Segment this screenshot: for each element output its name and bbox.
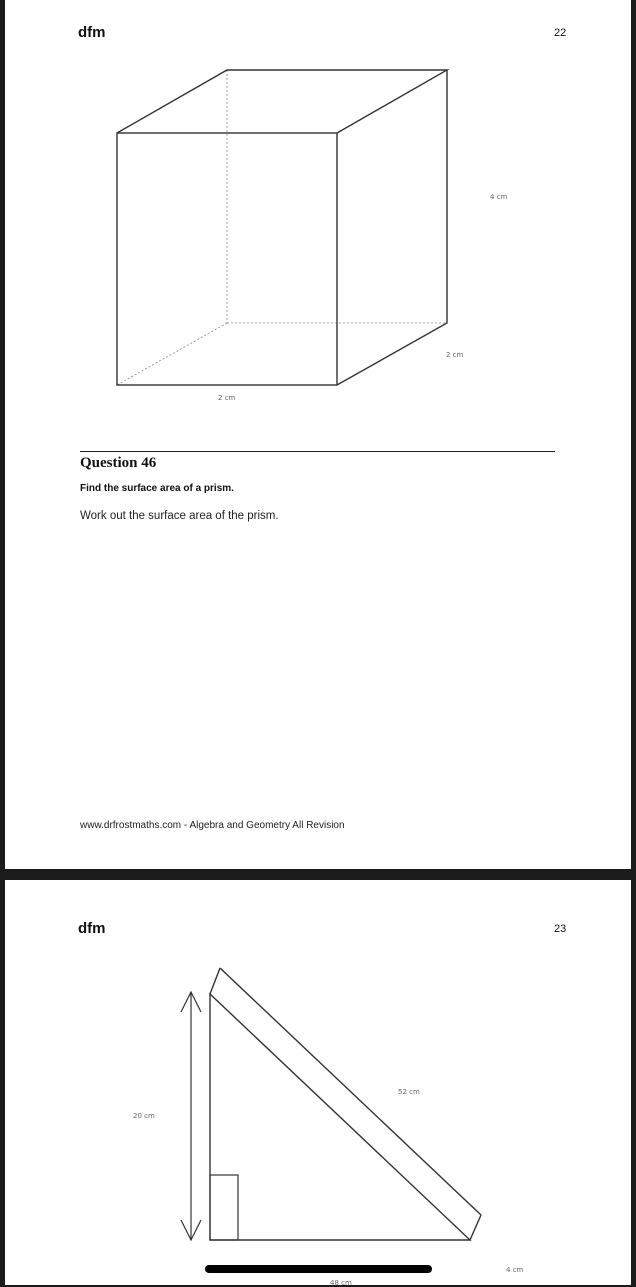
hypotenuse-label: 52 cm <box>398 1088 420 1096</box>
section-divider <box>80 451 555 452</box>
right-face <box>337 70 447 385</box>
question-body: Work out the surface area of the prism. <box>80 510 279 522</box>
width-label: 2 cm <box>218 394 236 402</box>
depth-edge <box>470 1215 481 1240</box>
height-label: 20 cm <box>133 1112 155 1120</box>
header-logo: dfm <box>78 24 106 41</box>
header-logo: dfm <box>78 920 106 937</box>
question-subtitle: Find the surface area of a prism. <box>80 483 234 494</box>
depth-label: 2 cm <box>446 351 464 359</box>
document-page-23 <box>5 880 631 1285</box>
hidden-edge <box>117 323 227 385</box>
base-label: 48 cm <box>330 1279 352 1287</box>
home-indicator[interactable] <box>205 1265 432 1273</box>
page-footer: www.drfrostmaths.com - Algebra and Geometry All Revision <box>80 820 345 831</box>
page-number: 23 <box>554 923 567 935</box>
depth-edge <box>210 968 220 994</box>
document-page-22 <box>5 0 631 869</box>
cuboid-diagram <box>5 0 631 869</box>
triangular-prism-diagram <box>5 880 631 1285</box>
question-title: Question 46 <box>80 455 157 471</box>
right-angle-marker <box>210 1175 238 1240</box>
back-hypotenuse <box>220 968 481 1215</box>
front-triangle <box>210 994 470 1240</box>
depth-label: 4 cm <box>506 1266 524 1274</box>
height-label: 4 cm <box>490 193 508 201</box>
top-face <box>117 70 447 133</box>
page-number: 22 <box>554 27 567 39</box>
